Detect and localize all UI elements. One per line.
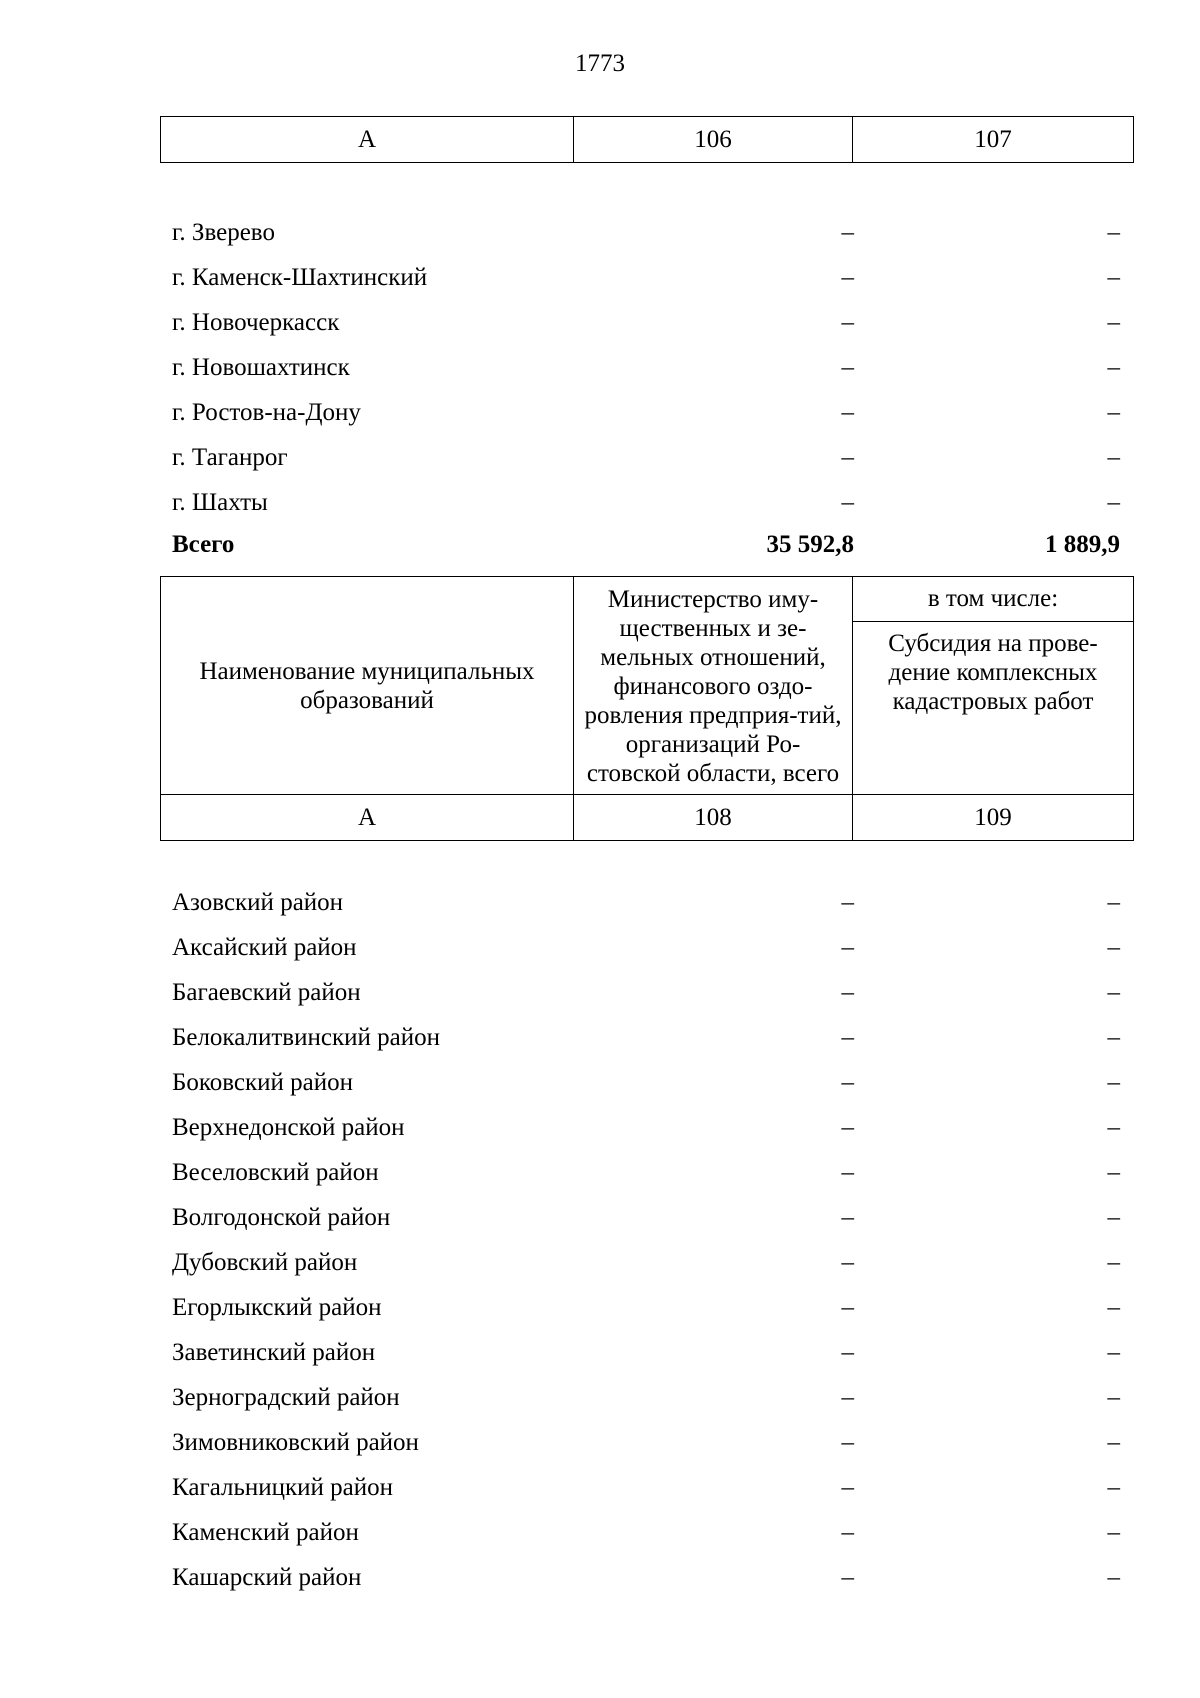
district-value-2: – <box>1107 1294 1120 1321</box>
total-value-107: 1 889,9 <box>1045 531 1120 558</box>
district-value-1: – <box>841 1294 854 1321</box>
district-value-1: – <box>841 889 854 916</box>
district-row <box>172 1420 1120 1465</box>
district-row <box>172 1510 1120 1555</box>
city-value-1: – <box>841 399 854 426</box>
district-name: Дубовский район <box>172 1249 358 1276</box>
city-value-1: – <box>841 354 854 381</box>
district-value-2: – <box>1107 1339 1120 1366</box>
district-row <box>172 970 1120 1015</box>
column-106-label: 106 <box>574 117 853 163</box>
district-value-1: – <box>841 1249 854 1276</box>
district-row <box>172 1465 1120 1510</box>
district-value-1: – <box>841 1564 854 1591</box>
header-ministry-total: Министерство иму-щественных и зе-мельных отношений, финансового оздо-ровления предприя-тий, организаций Ро-стовской области, всего <box>574 577 853 795</box>
column-a-label: А <box>161 117 574 163</box>
column-a-label: А <box>161 795 574 841</box>
district-value-2: – <box>1107 1474 1120 1501</box>
city-value-1: – <box>841 219 854 246</box>
table-header <box>160 576 1134 841</box>
district-value-1: – <box>841 1474 854 1501</box>
district-value-2: – <box>1107 1069 1120 1096</box>
header-including: в том числе: <box>853 577 1134 622</box>
city-row <box>172 480 1120 525</box>
district-row <box>172 1330 1120 1375</box>
district-row <box>172 880 1120 925</box>
district-row <box>172 925 1120 970</box>
district-row <box>172 1060 1120 1105</box>
district-value-1: – <box>841 1159 854 1186</box>
district-name: Белокалитвинский район <box>172 1024 440 1051</box>
column-number-header-top <box>160 116 1134 163</box>
district-name: Зимовниковский район <box>172 1429 419 1456</box>
city-name: г. Шахты <box>172 489 268 516</box>
total-row <box>172 522 1120 567</box>
district-row <box>172 1555 1120 1600</box>
district-value-1: – <box>841 1114 854 1141</box>
district-value-1: – <box>841 1024 854 1051</box>
district-row <box>172 1375 1120 1420</box>
district-value-1: – <box>841 1204 854 1231</box>
district-name: Азовский район <box>172 889 344 916</box>
district-value-1: – <box>841 979 854 1006</box>
total-value-106: 35 592,8 <box>766 531 854 558</box>
district-value-1: – <box>841 1069 854 1096</box>
city-value-1: – <box>841 489 854 516</box>
city-row <box>172 345 1120 390</box>
district-name: Кагальницкий район <box>172 1474 394 1501</box>
city-value-1: – <box>841 264 854 291</box>
city-name: г. Зверево <box>172 219 275 246</box>
district-value-2: – <box>1107 1429 1120 1456</box>
district-value-2: – <box>1107 979 1120 1006</box>
district-value-2: – <box>1107 1249 1120 1276</box>
city-value-2: – <box>1107 219 1120 246</box>
header-subsidy-cadastral: Субсидия на прове-дение комплексных кадастровых работ <box>853 622 1134 795</box>
city-row <box>172 390 1120 435</box>
city-name: г. Новочеркасск <box>172 309 340 336</box>
district-value-2: – <box>1107 1024 1120 1051</box>
city-row <box>172 300 1120 345</box>
district-name: Верхнедонской район <box>172 1114 405 1141</box>
district-row <box>172 1240 1120 1285</box>
page-number: 1773 <box>575 50 625 77</box>
district-row <box>172 1150 1120 1195</box>
city-value-2: – <box>1107 309 1120 336</box>
city-value-2: – <box>1107 489 1120 516</box>
district-value-2: – <box>1107 1384 1120 1411</box>
district-row <box>172 1105 1120 1150</box>
district-value-2: – <box>1107 1114 1120 1141</box>
city-value-1: – <box>841 309 854 336</box>
city-name: г. Ростов-на-Дону <box>172 399 361 426</box>
district-name: Веселовский район <box>172 1159 379 1186</box>
district-name: Заветинский район <box>172 1339 376 1366</box>
district-value-2: – <box>1107 1159 1120 1186</box>
city-value-2: – <box>1107 444 1120 471</box>
city-name: г. Таганрог <box>172 444 288 471</box>
district-value-1: – <box>841 934 854 961</box>
city-value-2: – <box>1107 354 1120 381</box>
column-109-label: 109 <box>853 795 1134 841</box>
district-value-1: – <box>841 1429 854 1456</box>
district-row <box>172 1015 1120 1060</box>
total-label: Всего <box>172 531 235 558</box>
city-row <box>172 435 1120 480</box>
district-value-1: – <box>841 1519 854 1546</box>
city-name: г. Новошахтинск <box>172 354 350 381</box>
header-municipality-name: Наименование муниципальных образований <box>161 577 574 795</box>
district-value-2: – <box>1107 1564 1120 1591</box>
district-value-2: – <box>1107 889 1120 916</box>
district-name: Волгодонской район <box>172 1204 391 1231</box>
district-name: Багаевский район <box>172 979 361 1006</box>
city-value-2: – <box>1107 399 1120 426</box>
district-name: Кашарский район <box>172 1564 362 1591</box>
column-107-label: 107 <box>853 117 1134 163</box>
city-name: г. Каменск-Шахтинский <box>172 264 428 291</box>
city-value-2: – <box>1107 264 1120 291</box>
district-row <box>172 1195 1120 1240</box>
district-name: Аксайский район <box>172 934 357 961</box>
column-108-label: 108 <box>574 795 853 841</box>
district-name: Егорлыкский район <box>172 1294 382 1321</box>
district-value-2: – <box>1107 1519 1120 1546</box>
district-value-2: – <box>1107 934 1120 961</box>
district-value-1: – <box>841 1339 854 1366</box>
city-value-1: – <box>841 444 854 471</box>
district-row <box>172 1285 1120 1330</box>
district-value-2: – <box>1107 1204 1120 1231</box>
district-name: Зерноградский район <box>172 1384 400 1411</box>
city-row <box>172 255 1120 300</box>
district-value-1: – <box>841 1384 854 1411</box>
district-name: Боковский район <box>172 1069 353 1096</box>
district-name: Каменский район <box>172 1519 359 1546</box>
city-row <box>172 210 1120 255</box>
